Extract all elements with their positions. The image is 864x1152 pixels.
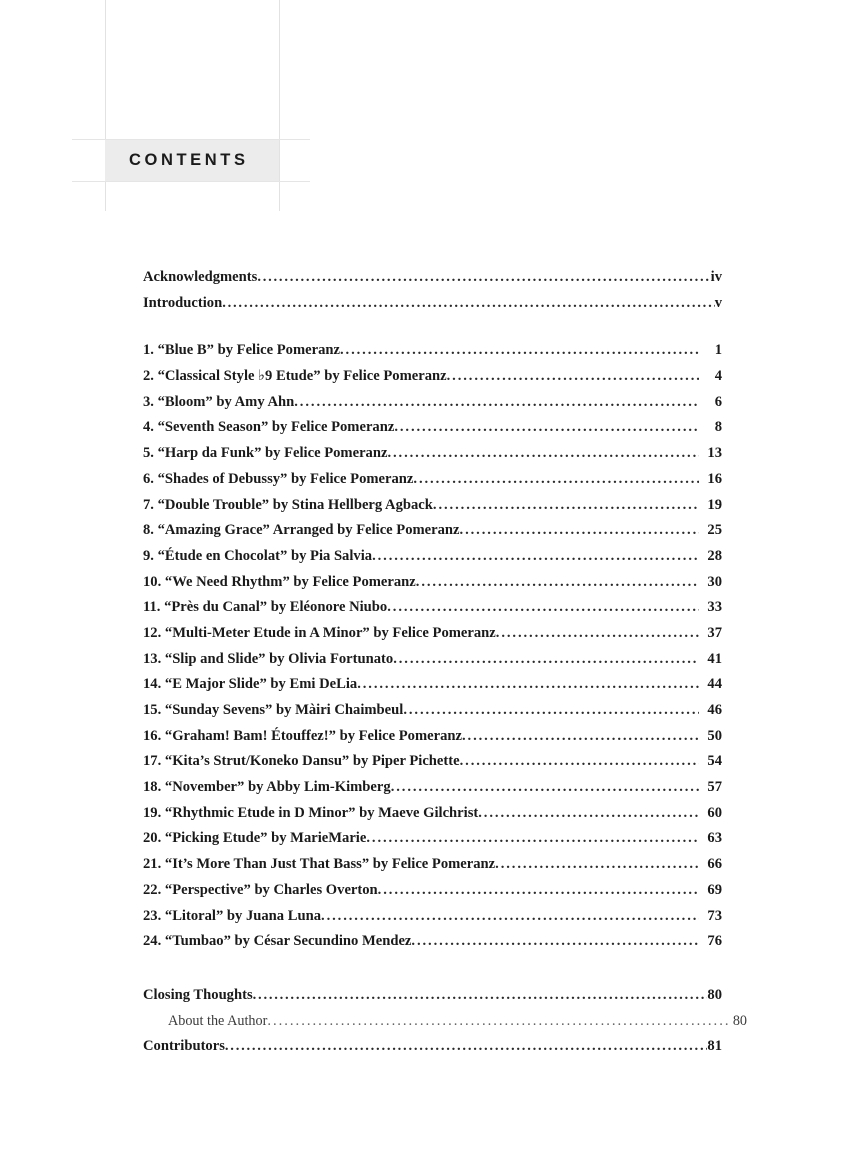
toc-entry-label: Acknowledgments bbox=[143, 269, 258, 285]
toc-page-number: 54 bbox=[707, 753, 722, 770]
toc-page-number: 50 bbox=[707, 727, 722, 744]
toc-entry-label: 17. “Kita’s Strut/Koneko Dansu” by Piper Pichette bbox=[143, 753, 460, 770]
toc-entry[interactable] bbox=[143, 446, 722, 472]
dot-leader bbox=[447, 369, 699, 384]
toc-page-number: 73 bbox=[707, 907, 722, 924]
toc-entry[interactable] bbox=[143, 1039, 722, 1065]
toc-entry[interactable] bbox=[143, 831, 722, 857]
toc-entry-label: 13. “Slip and Slide” by Olivia Fortunato bbox=[143, 650, 394, 667]
dot-leader bbox=[411, 934, 699, 949]
toc-entry-label: 14. “E Major Slide” by Emi DeLia bbox=[143, 676, 358, 693]
toc-entry-label: 2. “Classical Style ♭9 Etude” by Felice Pomeranz bbox=[143, 368, 447, 385]
toc-entry-label: About the Author bbox=[168, 1012, 268, 1029]
dot-leader bbox=[478, 806, 699, 821]
toc-page-number: 37 bbox=[707, 624, 722, 641]
dot-leader bbox=[460, 754, 699, 769]
toc-page-number: 41 bbox=[707, 650, 722, 667]
toc-entry-label: 5. “Harp da Funk” by Felice Pomeranz bbox=[143, 445, 388, 462]
dot-leader bbox=[387, 446, 699, 461]
table-of-contents bbox=[143, 269, 747, 1065]
dot-leader bbox=[387, 600, 699, 615]
back-matter-list bbox=[143, 986, 747, 1065]
dot-leader bbox=[413, 472, 699, 487]
toc-entry-label: 12. “Multi-Meter Etude in A Minor” by Felice Pomeranz bbox=[143, 624, 496, 641]
toc-entry[interactable] bbox=[143, 626, 722, 652]
toc-page-number: 28 bbox=[707, 547, 722, 564]
toc-sub-entry[interactable] bbox=[143, 1014, 747, 1040]
toc-entry[interactable] bbox=[143, 729, 722, 755]
toc-entry[interactable] bbox=[143, 677, 722, 703]
toc-page-number: 16 bbox=[707, 470, 722, 487]
toc-entry-label: 9. “Étude en Chocolat” by Pia Salvia bbox=[143, 547, 373, 564]
dot-leader bbox=[496, 626, 699, 641]
toc-entry-label: 4. “Seventh Season” by Felice Pomeranz bbox=[143, 419, 395, 436]
dot-leader bbox=[340, 343, 699, 358]
toc-entry[interactable] bbox=[143, 296, 722, 322]
dot-leader bbox=[394, 420, 699, 435]
toc-entry[interactable] bbox=[143, 420, 722, 446]
toc-entry-label: 20. “Picking Etude” by MarieMarie bbox=[143, 830, 367, 847]
toc-entry-label: 3. “Bloom” by Amy Ahn bbox=[143, 393, 295, 410]
toc-entry-label: Contributors bbox=[143, 1038, 225, 1055]
dot-leader bbox=[366, 831, 699, 846]
toc-entry-label: 18. “November” by Abby Lim-Kimberg bbox=[143, 779, 391, 796]
toc-entry[interactable] bbox=[143, 498, 722, 524]
page-title: CONTENTS bbox=[129, 151, 249, 169]
toc-entry[interactable] bbox=[143, 343, 722, 369]
toc-entry-label: 21. “It’s More Than Just That Bass” by Felice Pomeranz bbox=[143, 856, 496, 873]
toc-entry-label: 24. “Tumbao” by César Secundino Mendez bbox=[143, 933, 412, 950]
toc-entry[interactable] bbox=[143, 472, 722, 498]
toc-entry[interactable] bbox=[143, 703, 722, 729]
dot-leader bbox=[460, 523, 699, 538]
toc-entry[interactable] bbox=[143, 270, 722, 296]
toc-entry[interactable] bbox=[143, 395, 722, 421]
dot-leader bbox=[372, 549, 699, 564]
toc-page-number: 57 bbox=[707, 779, 722, 796]
toc-page-number: 33 bbox=[707, 599, 722, 616]
chapter-list bbox=[143, 343, 722, 960]
toc-page-number: 30 bbox=[707, 573, 722, 590]
toc-entry-label: 22. “Perspective” by Charles Overton bbox=[143, 881, 378, 898]
toc-page-number: 6 bbox=[714, 393, 722, 410]
toc-page-number: iv bbox=[710, 269, 722, 285]
toc-entry[interactable] bbox=[143, 883, 722, 909]
toc-entry[interactable] bbox=[143, 806, 722, 832]
dot-leader bbox=[403, 703, 699, 718]
toc-entry[interactable] bbox=[143, 523, 722, 549]
toc-entry[interactable] bbox=[143, 369, 722, 395]
toc-entry-label: 8. “Amazing Grace” Arranged by Felice Pomeranz bbox=[143, 522, 460, 539]
toc-entry[interactable] bbox=[143, 754, 722, 780]
dot-leader bbox=[357, 677, 699, 692]
dot-leader bbox=[393, 652, 699, 667]
toc-page-number: 44 bbox=[707, 676, 722, 693]
toc-page-number: v bbox=[714, 294, 722, 311]
toc-entry[interactable] bbox=[143, 549, 722, 575]
chapter-list-spacer bbox=[143, 960, 722, 988]
toc-page-number: 13 bbox=[707, 445, 722, 462]
dot-leader bbox=[222, 296, 714, 311]
toc-entry[interactable] bbox=[143, 909, 722, 935]
dot-leader bbox=[257, 270, 710, 285]
toc-page-number: 63 bbox=[707, 830, 722, 847]
toc-entry[interactable] bbox=[143, 600, 722, 626]
toc-entry-label: 19. “Rhythmic Etude in D Minor” by Maeve Gilchrist bbox=[143, 804, 479, 821]
toc-page-number: 69 bbox=[707, 881, 722, 898]
dot-leader bbox=[391, 780, 699, 795]
toc-page-number: 1 bbox=[714, 342, 722, 359]
vertical-rule-right bbox=[279, 0, 280, 211]
toc-entry[interactable] bbox=[143, 934, 722, 960]
toc-entry-label: 11. “Près du Canal” by Eléonore Niubo bbox=[143, 599, 388, 616]
toc-entry[interactable] bbox=[143, 575, 722, 601]
toc-entry-label: 6. “Shades of Debussy” by Felice Pomeranz bbox=[143, 470, 414, 487]
toc-entry[interactable] bbox=[143, 857, 722, 883]
toc-entry-label: 23. “Litoral” by Juana Luna bbox=[143, 907, 322, 924]
header-ornament bbox=[0, 0, 864, 240]
dot-leader bbox=[495, 857, 699, 872]
dot-leader bbox=[267, 1014, 730, 1029]
toc-page-number: 80 bbox=[732, 1012, 747, 1029]
toc-page-number: 81 bbox=[707, 1038, 722, 1055]
toc-page-number: 8 bbox=[714, 419, 722, 436]
toc-page-number: 60 bbox=[707, 804, 722, 821]
toc-entry-label: 7. “Double Trouble” by Stina Hellberg Agback bbox=[143, 496, 433, 513]
front-matter-list bbox=[143, 270, 722, 321]
toc-page-number: 4 bbox=[714, 368, 722, 385]
dot-leader bbox=[433, 498, 699, 513]
toc-entry[interactable] bbox=[143, 988, 722, 1014]
toc-entry-label: 15. “Sunday Sevens” by Màiri Chaimbeul bbox=[143, 702, 404, 718]
toc-page-number: 46 bbox=[707, 702, 722, 718]
toc-page-number: 25 bbox=[707, 522, 722, 539]
toc-page-number: 19 bbox=[707, 496, 722, 513]
toc-entry[interactable] bbox=[143, 652, 722, 678]
toc-entry[interactable] bbox=[143, 780, 722, 806]
toc-page-number: 66 bbox=[707, 856, 722, 873]
toc-entry-label: 10. “We Need Rhythm” by Felice Pomeranz bbox=[143, 573, 416, 590]
dot-leader bbox=[462, 729, 699, 744]
dot-leader bbox=[416, 575, 699, 590]
toc-entry-label: 16. “Graham! Bam! Étouffez!” by Felice Pomeranz bbox=[143, 727, 462, 744]
dot-leader bbox=[253, 988, 708, 1003]
front-matter-spacer bbox=[143, 321, 722, 343]
dot-leader bbox=[294, 395, 699, 410]
toc-page-number: 80 bbox=[707, 986, 722, 1003]
dot-leader bbox=[378, 883, 699, 898]
toc-entry-label: Closing Thoughts bbox=[143, 986, 253, 1003]
dot-leader bbox=[225, 1039, 708, 1054]
dot-leader bbox=[321, 909, 699, 924]
toc-page-number: 76 bbox=[707, 933, 722, 950]
toc-entry-label: Introduction bbox=[143, 294, 223, 311]
horizontal-rule-bottom bbox=[72, 181, 310, 182]
toc-entry-label: 1. “Blue B” by Felice Pomeranz bbox=[143, 342, 340, 359]
